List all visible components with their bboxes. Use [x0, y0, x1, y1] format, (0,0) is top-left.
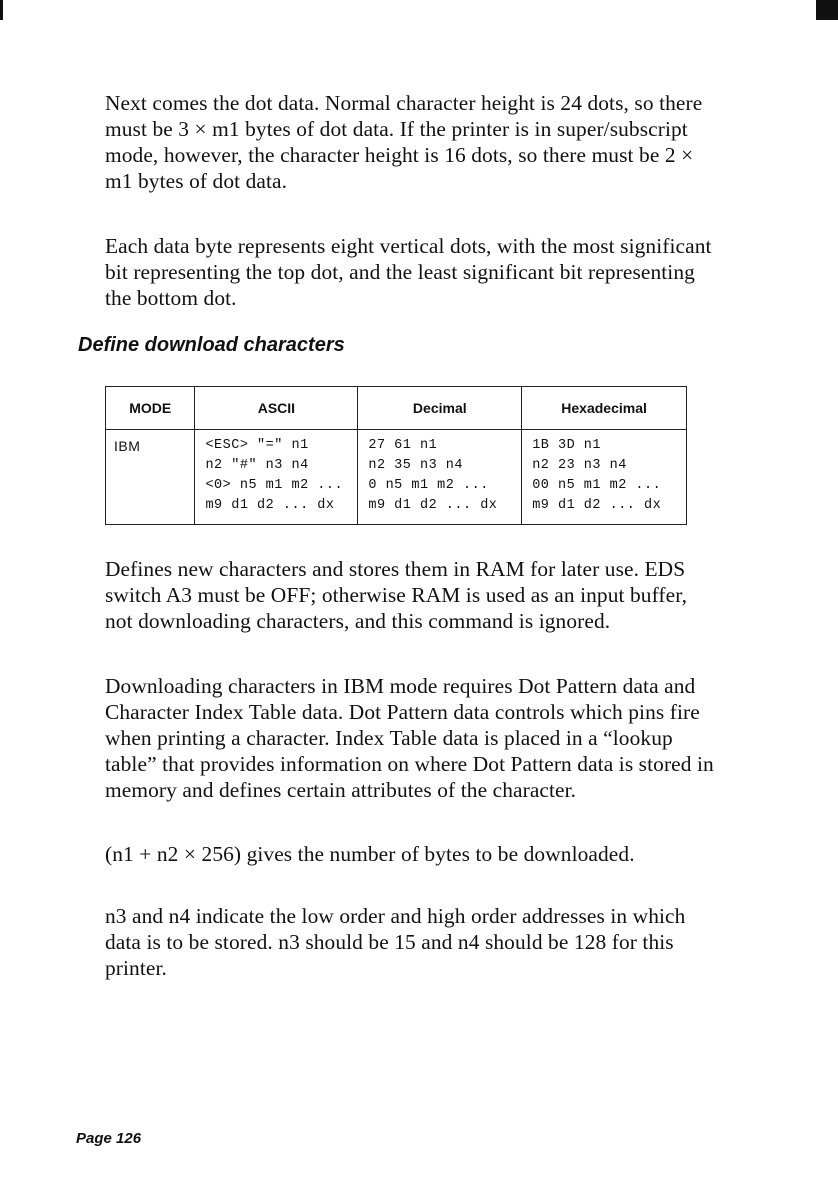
header-ascii: ASCII — [195, 387, 358, 430]
hexadecimal-line: 00 n5 m1 m2 ... — [532, 478, 662, 493]
decimal-line: 27 61 n1 — [368, 438, 438, 453]
paragraph-defines: Defines new characters and stores them in RAM for later use. EDS switch A3 must be OFF; otherwise RAM is used as an input buffer, not downloading characters, and this command is ignored. — [105, 557, 688, 633]
decimal-line: 0 n5 m1 m2 ... — [368, 478, 489, 493]
hexadecimal-line: m9 d1 d2 ... dx — [532, 498, 662, 513]
paragraph-dot-data: Next comes the dot data. Normal character height is 24 dots, so there must be 3 × m1 bytes of dot data. If the printer is in super/subscript mode, however, the character height is 16 dots, so there must be 2 × m1 bytes of dot data. — [105, 91, 703, 193]
hexadecimal-line: n2 23 n3 n4 — [532, 458, 627, 473]
decimal-line: n2 35 n3 n4 — [368, 458, 463, 473]
hexadecimal-line: 1B 3D n1 — [532, 438, 601, 453]
paragraph-byte-count: (n1 + n2 × 256) gives the number of bytes to be downloaded. — [105, 842, 635, 866]
scan-edge-mark — [816, 0, 838, 20]
ascii-cell — [195, 430, 358, 525]
scan-edge-mark — [0, 0, 3, 20]
ascii-line: m9 d1 d2 ... dx — [205, 498, 335, 513]
paragraph-data-byte: Each data byte represents eight vertical dots, with the most significant bit representing the top dot, and the least significant bit representing the bottom dot. — [105, 234, 712, 310]
paragraph-downloading: Downloading characters in IBM mode requires Dot Pattern data and Character Index Table data. Dot Pattern data controls which pins fire when printing a character. Index Table data is placed in a “lookup table” that provides information on where Dot Pattern data is stored in memory and defines certain attributes of the character. — [105, 674, 714, 802]
table-row — [106, 430, 687, 525]
ascii-line: n2 "#" n3 n4 — [205, 458, 309, 473]
header-hexadecimal: Hexadecimal — [522, 387, 687, 430]
section-heading: Define download characters — [78, 334, 345, 356]
page-number: Page 126 — [76, 1130, 142, 1147]
paragraph-addresses: n3 and n4 indicate the low order and high order addresses in which data is to be stored. n3 should be 15 and n4 should be 128 for this printer. — [105, 904, 686, 980]
ascii-line: <0> n5 m1 m2 ... — [205, 478, 344, 493]
decimal-cell — [358, 430, 522, 525]
mode-cell: IBM — [106, 430, 195, 525]
command-table — [105, 386, 687, 525]
ascii-line: <ESC> "=" n1 — [205, 438, 309, 453]
table-header-row — [106, 387, 687, 430]
header-decimal: Decimal — [358, 387, 522, 430]
header-mode: MODE — [106, 387, 195, 430]
decimal-line: m9 d1 d2 ... dx — [368, 498, 498, 513]
hexadecimal-cell — [522, 430, 687, 525]
